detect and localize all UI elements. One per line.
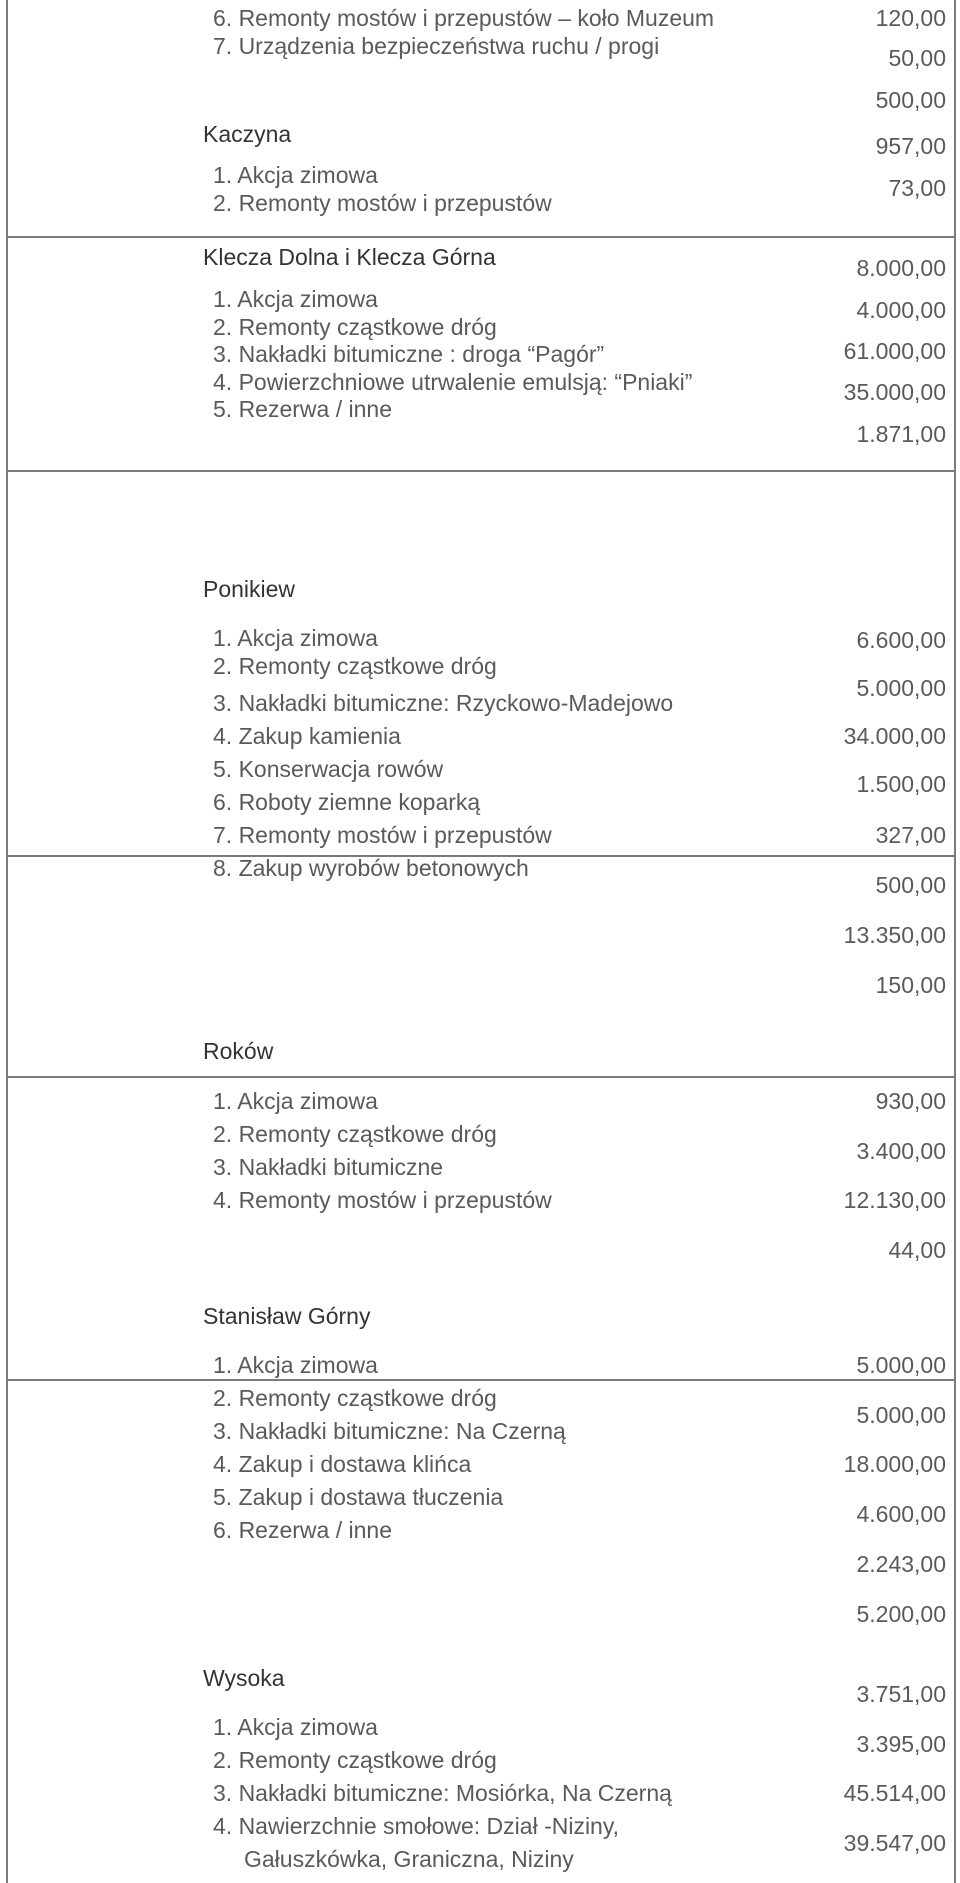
budget-item: 2. Remonty cząstkowe dróg <box>213 1747 497 1773</box>
budget-amount: 5.000,00 <box>856 675 946 701</box>
budget-amount: 8.000,00 <box>856 255 946 281</box>
budget-item: 1. Akcja zimowa <box>213 625 378 651</box>
row-divider <box>8 1379 956 1381</box>
budget-amount: 39.547,00 <box>843 1830 946 1856</box>
budget-amount: 13.350,00 <box>843 922 946 948</box>
table-border-right <box>954 0 956 1883</box>
budget-item: 3. Nakładki bitumiczne <box>213 1154 444 1180</box>
budget-item: 1. Akcja zimowa <box>213 1088 378 1114</box>
budget-amount: 45.514,00 <box>843 1780 946 1806</box>
budget-amount: 930,00 <box>875 1088 946 1114</box>
budget-amount: 4.000,00 <box>856 297 946 323</box>
budget-amount: 50,00 <box>888 45 946 71</box>
budget-amount: 18.000,00 <box>843 1451 946 1477</box>
budget-item: 6. Roboty ziemne koparką <box>213 789 481 815</box>
budget-item: 7. Remonty mostów i przepustów <box>213 822 552 848</box>
budget-item: 4. Powierzchniowe utrwalenie emulsją: “Pniaki” <box>213 369 693 395</box>
budget-amount: 35.000,00 <box>843 379 946 405</box>
section-title: Wysoka <box>203 1665 285 1691</box>
budget-item: 3. Nakładki bitumiczne: Rzyckowo-Madejowo <box>213 690 674 716</box>
budget-item: 7. Urządzenia bezpieczeństwa ruchu / progi <box>213 33 660 59</box>
budget-item: 6. Rezerwa / inne <box>213 1517 392 1543</box>
budget-amount: 327,00 <box>875 822 946 848</box>
budget-amount: 2.243,00 <box>856 1551 946 1577</box>
budget-amount: 5.000,00 <box>856 1402 946 1428</box>
section-title: Ponikiew <box>203 576 296 602</box>
budget-item: 2. Remonty cząstkowe dróg <box>213 314 497 340</box>
budget-amount: 73,00 <box>888 175 946 201</box>
budget-item: 4. Nawierzchnie smołowe: Dział -Niziny, <box>213 1813 620 1839</box>
budget-item: 2. Remonty mostów i przepustów <box>213 190 552 216</box>
budget-amount: 12.130,00 <box>843 1187 946 1213</box>
budget-amount: 500,00 <box>875 87 946 113</box>
budget-amount: 1.500,00 <box>856 771 946 797</box>
budget-item: 4. Zakup kamienia <box>213 723 401 749</box>
budget-item: 4. Remonty mostów i przepustów <box>213 1187 552 1213</box>
budget-item: 6. Remonty mostów i przepustów – koło Muzeum <box>213 5 715 31</box>
section-title: Roków <box>203 1038 274 1064</box>
budget-item: 5. Rezerwa / inne <box>213 396 392 422</box>
budget-amount: 5.200,00 <box>856 1601 946 1627</box>
section-title: Stanisław Górny <box>203 1303 371 1329</box>
budget-amount: 1.871,00 <box>856 421 946 447</box>
budget-item: 5. Zakup i dostawa tłuczenia <box>213 1484 504 1510</box>
table-border-left <box>6 0 8 1883</box>
budget-item: 1. Akcja zimowa <box>213 1352 378 1378</box>
section-title: Kaczyna <box>203 121 292 147</box>
budget-amount: 44,00 <box>888 1237 946 1263</box>
budget-item: Gałuszkówka, Graniczna, Niziny <box>244 1846 574 1872</box>
budget-amount: 3.400,00 <box>856 1138 946 1164</box>
budget-amount: 34.000,00 <box>843 723 946 749</box>
budget-item: 4. Zakup i dostawa klińca <box>213 1451 472 1477</box>
budget-amount: 5.000,00 <box>856 1352 946 1378</box>
budget-item: 2. Remonty cząstkowe dróg <box>213 653 497 679</box>
budget-item: 8. Zakup wyrobów betonowych <box>213 855 529 881</box>
budget-item: 2. Remonty cząstkowe dróg <box>213 1121 497 1147</box>
budget-amount: 500,00 <box>875 872 946 898</box>
row-divider <box>8 470 956 472</box>
budget-amount: 150,00 <box>875 972 946 998</box>
budget-item: 1. Akcja zimowa <box>213 162 378 188</box>
budget-item: 3. Nakładki bitumiczne: Na Czerną <box>213 1418 566 1444</box>
budget-amount: 61.000,00 <box>843 338 946 364</box>
budget-item: 5. Konserwacja rowów <box>213 756 444 782</box>
budget-amount: 120,00 <box>875 5 946 31</box>
budget-amount: 6.600,00 <box>856 627 946 653</box>
row-divider <box>8 236 956 238</box>
row-divider <box>8 1076 956 1078</box>
budget-item: 3. Nakładki bitumiczne : droga “Pagór” <box>213 341 605 367</box>
budget-amount: 3.751,00 <box>856 1681 946 1707</box>
budget-amount: 957,00 <box>875 133 946 159</box>
section-title: Klecza Dolna i Klecza Górna <box>203 244 496 270</box>
budget-amount: 4.600,00 <box>856 1501 946 1527</box>
budget-item: 2. Remonty cząstkowe dróg <box>213 1385 497 1411</box>
budget-item: 1. Akcja zimowa <box>213 1714 378 1740</box>
budget-item: 1. Akcja zimowa <box>213 286 378 312</box>
budget-item: 3. Nakładki bitumiczne: Mosiórka, Na Czerną <box>213 1780 672 1806</box>
budget-amount: 3.395,00 <box>856 1731 946 1757</box>
